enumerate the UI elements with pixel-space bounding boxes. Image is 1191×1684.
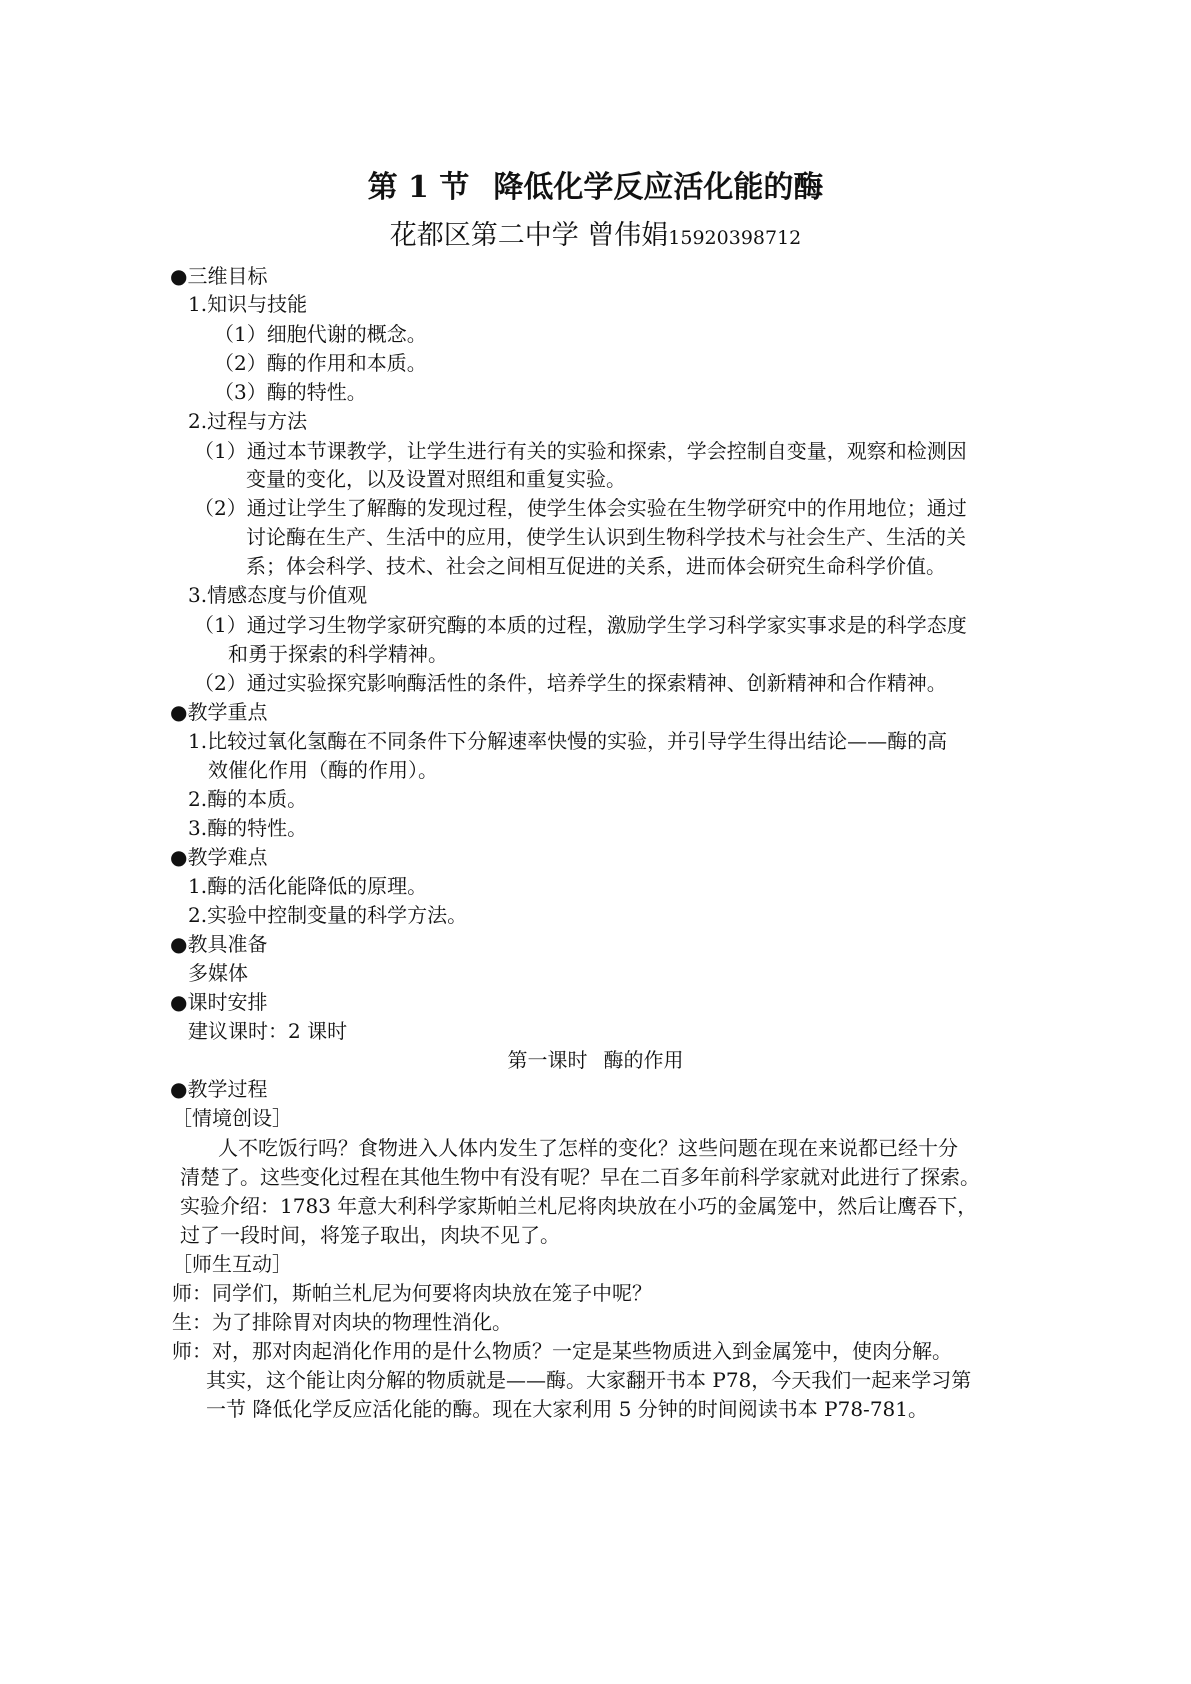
key-point: 效催化作用（酶的作用）。: [208, 758, 438, 782]
teacher-question: 师：同学们，斯帕兰札尼为何要将肉块放在笼子中呢？: [172, 1281, 652, 1305]
goal-2-title: 2.过程与方法: [188, 409, 308, 433]
key-point: 1.比较过氧化氢酶在不同条件下分解速率快慢的实验，并引导学生得出结论——酶的高: [188, 729, 948, 753]
equipment-text: 多媒体: [188, 961, 248, 985]
teacher-question: 师：对，那对肉起消化作用的是什么物质？一定是某些物质进入到金属笼中，使肉分解。: [172, 1339, 952, 1363]
lesson-number: 第一课时: [507, 1048, 588, 1072]
teacher-question: 其实，这个能让肉分解的物质就是——酶。大家翻开书本 P78，今天我们一起来学习第: [206, 1368, 972, 1392]
section-number: 第 1 节: [367, 170, 470, 205]
goal-1-item: （1）细胞代谢的概念。: [214, 322, 427, 346]
situation-label: ［情境创设］: [172, 1106, 292, 1130]
schedule-text: 建议课时：2 课时: [188, 1019, 348, 1043]
goal-2-para-1: 变量的变化，以及设置对照组和重复实验。: [246, 467, 626, 491]
equipment-heading: ● 教具准备: [170, 930, 267, 958]
author-line: [0, 218, 1191, 256]
goal-2-para-2: 系；体会科学、技术、社会之间相互促进的关系，进而体会研究生命科学价值。: [246, 554, 946, 578]
goal-3-para-1: 和勇于探索的科学精神。: [228, 642, 448, 666]
section-name: 降低化学反应活化能的酶: [493, 170, 824, 205]
key-point: 3.酶的特性。: [188, 816, 308, 840]
goal-1-item: （2）酶的作用和本质。: [214, 351, 427, 375]
key-point: 2.酶的本质。: [188, 787, 308, 811]
goal-3-para-1: （1）通过学习生物学家研究酶的本质的过程，激励学生学习科学家实事求是的科学态度: [194, 613, 967, 637]
situation-text: 过了一段时间，将笼子取出，肉块不见了。: [180, 1223, 560, 1247]
difficulty: 1.酶的活化能降低的原理。: [188, 874, 428, 898]
student-answer: 生：为了排除胃对肉块的物理性消化。: [172, 1310, 512, 1334]
goal-3-para-2: （2）通过实验探究影响酶活性的条件，培养学生的探索精神、创新精神和合作精神。: [194, 671, 947, 695]
goal-2-para-1: （1）通过本节课教学，让学生进行有关的实验和探索，学会控制自变量，观察和检测因: [194, 439, 967, 463]
situation-text: 人不吃饭行吗？食物进入人体内发生了怎样的变化？这些问题在现在来说都已经十分: [218, 1136, 958, 1160]
goal-1-title: 1.知识与技能: [188, 292, 308, 316]
lesson-topic: 酶的作用: [603, 1048, 684, 1072]
situation-text: 实验介绍：1783 年意大利科学家斯帕兰札尼将肉块放在小巧的金属笼中，然后让鹰吞下，: [180, 1194, 978, 1218]
author-name: 花都区第二中学 曾伟娟: [389, 220, 669, 251]
lesson-title: [0, 1046, 1191, 1074]
process-heading: ● 教学过程: [170, 1075, 267, 1103]
teacher-question: 一节 降低化学反应活化能的酶。现在大家利用 5 分钟的时间阅读书本 P78-781。: [206, 1397, 928, 1421]
goal-2-para-2: 讨论酶在生产、生活中的应用，使学生认识到生物科学技术与社会生产、生活的关: [246, 525, 966, 549]
situation-text: 清楚了。这些变化过程在其他生物中有没有呢？早在二百多年前科学家就对此进行了探索。: [180, 1165, 980, 1189]
difficulties-heading: ● 教学难点: [170, 843, 267, 871]
goals-heading: ● 三维目标: [170, 262, 267, 290]
difficulty: 2.实验中控制变量的科学方法。: [188, 903, 468, 927]
goal-3-title: 3.情感态度与价值观: [188, 583, 368, 607]
key-points-heading: ● 教学重点: [170, 698, 267, 726]
page-title: [0, 168, 1191, 208]
goal-2-para-2: （2）通过让学生了解酶的发现过程，使学生体会实验在生物学研究中的作用地位；通过: [194, 496, 967, 520]
goal-1-item: （3）酶的特性。: [214, 380, 367, 404]
schedule-heading: ● 课时安排: [170, 988, 267, 1016]
author-phone: 15920398712: [668, 227, 802, 249]
interaction-label: ［师生互动］: [172, 1252, 292, 1276]
